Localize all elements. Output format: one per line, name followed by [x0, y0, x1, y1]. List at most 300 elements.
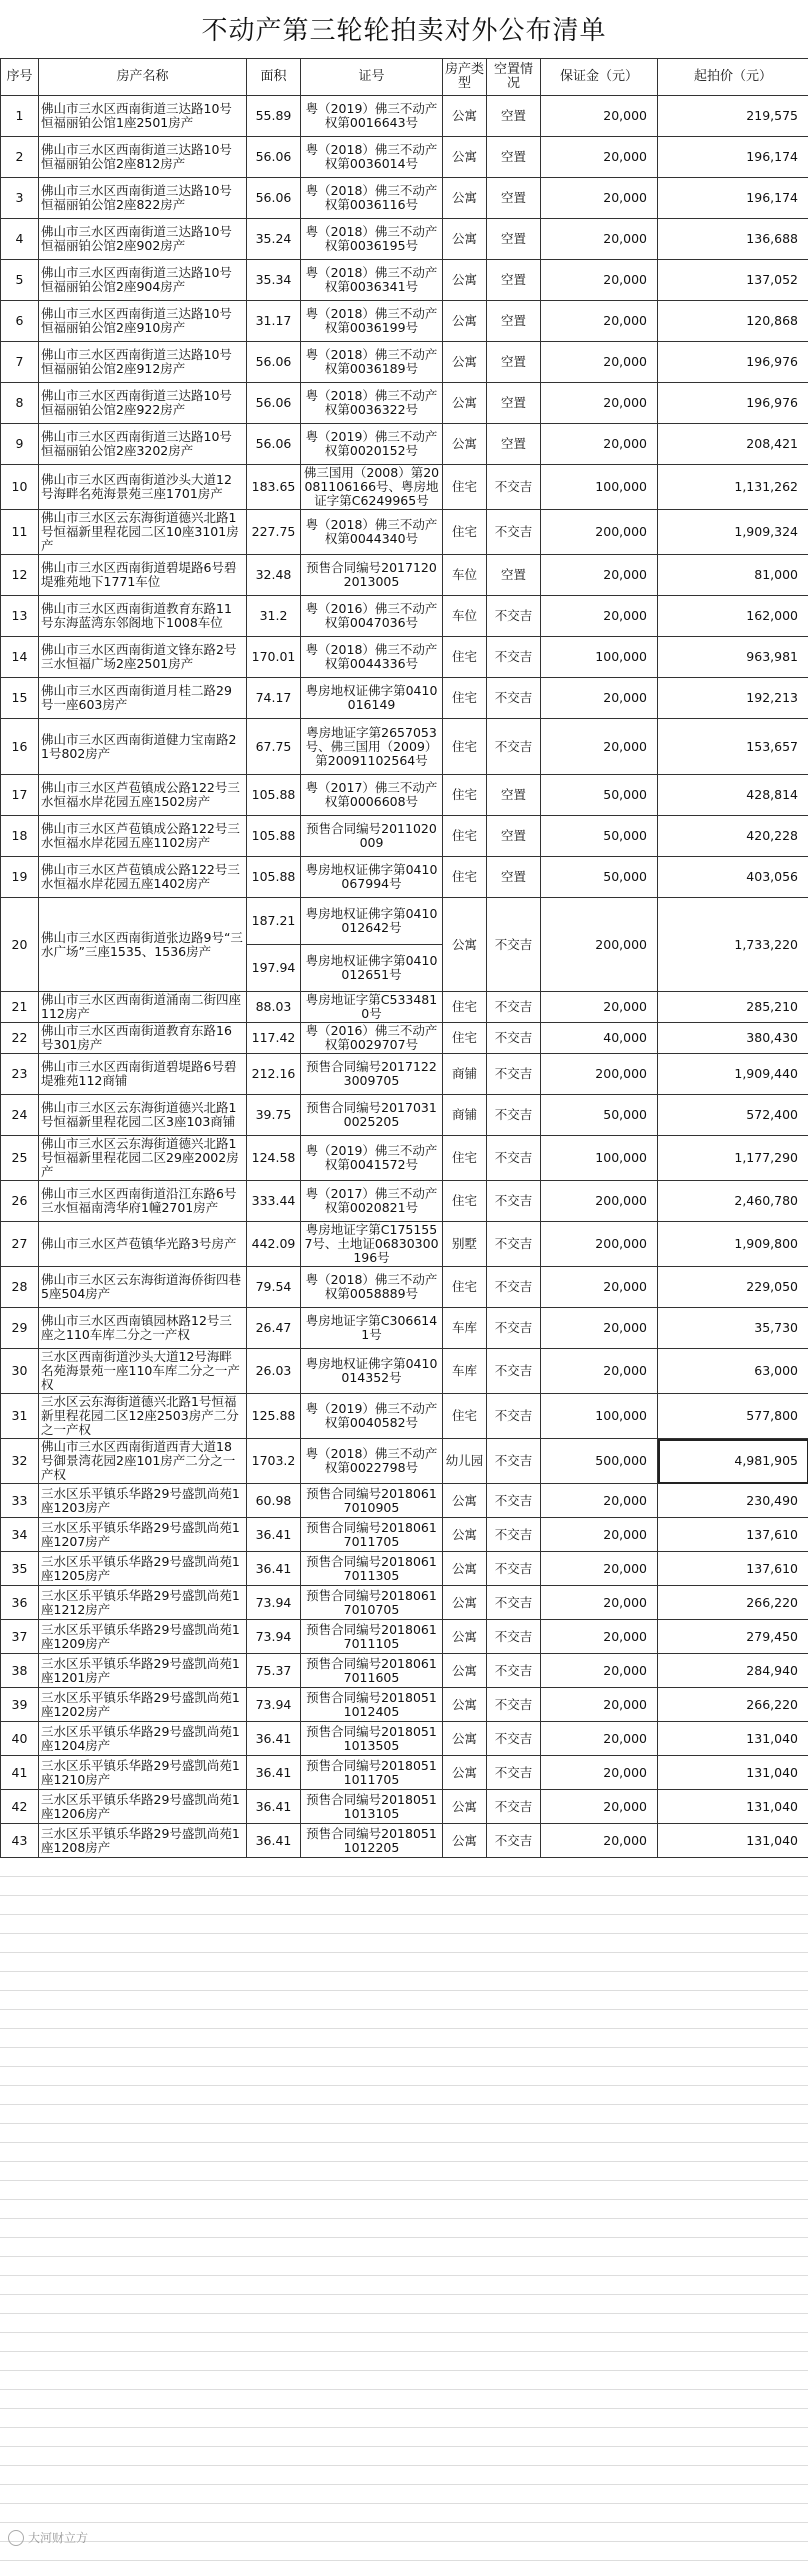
deposit-amount: 100,000	[541, 637, 658, 678]
property-type: 公寓	[443, 1518, 487, 1552]
starting-price: 153,657	[658, 719, 808, 775]
property-type: 车库	[443, 1349, 487, 1394]
area-value: 79.54	[247, 1267, 301, 1308]
empty-row	[0, 2428, 808, 2447]
empty-row	[0, 2086, 808, 2105]
property-name: 佛山市三水区西南街道碧堤路6号碧堤雅苑地下1771车位	[39, 555, 247, 596]
property-name: 佛山市三水区云东海街道德兴北路1号恒福新里程花园二区10座3101房产	[39, 510, 247, 555]
certificate-number: 预售合同编号20180617011705	[301, 1518, 443, 1552]
property-name: 佛山市三水区西南街道三达路10号恒福丽铂公馆2座902房产	[39, 219, 247, 260]
table-row	[1, 637, 808, 678]
empty-row	[0, 2162, 808, 2181]
row-number: 27	[1, 1222, 39, 1267]
starting-price: 192,213	[658, 678, 808, 719]
deposit-amount: 20,000	[541, 1722, 658, 1756]
empty-row	[0, 1915, 808, 1934]
property-type: 住宅	[443, 775, 487, 816]
property-type: 住宅	[443, 816, 487, 857]
empty-row	[0, 2048, 808, 2067]
certificate-number: 预售合同编号20180617011605	[301, 1654, 443, 1688]
starting-price: 1,177,290	[658, 1136, 808, 1181]
property-name: 佛山市三水区芦苞镇成公路122号三水恒福水岸花园五座1102房产	[39, 816, 247, 857]
row-number: 16	[1, 719, 39, 775]
certificate-number: 粤（2018）佛三不动产权第0036189号	[301, 342, 443, 383]
row-number: 24	[1, 1095, 39, 1136]
vacancy-status: 不交吉	[487, 1824, 541, 1858]
deposit-amount: 20,000	[541, 219, 658, 260]
empty-row	[0, 2238, 808, 2257]
vacancy-status: 不交吉	[487, 1349, 541, 1394]
starting-price: 131,040	[658, 1722, 808, 1756]
certificate-number: 粤（2018）佛三不动产权第0044340号	[301, 510, 443, 555]
starting-price: 162,000	[658, 596, 808, 637]
row-number: 20	[1, 898, 39, 992]
vacancy-status: 不交吉	[487, 1688, 541, 1722]
row-number: 17	[1, 775, 39, 816]
property-type: 公寓	[443, 301, 487, 342]
area-value: 73.94	[247, 1620, 301, 1654]
empty-sheet-rows	[0, 1858, 808, 2561]
row-number: 32	[1, 1439, 39, 1484]
certificate-number: 粤房地权证佛字第0410016149	[301, 678, 443, 719]
vacancy-status: 不交吉	[487, 637, 541, 678]
watermark	[8, 2529, 88, 2546]
row-number: 7	[1, 342, 39, 383]
vacancy-status: 空置	[487, 219, 541, 260]
property-name: 佛山市三水区西南街道沿江东路6号三水恒福南湾华府1幢2701房产	[39, 1181, 247, 1222]
area-value: 105.88	[247, 816, 301, 857]
table-row	[1, 1518, 808, 1552]
vacancy-status: 空置	[487, 96, 541, 137]
vacancy-status: 不交吉	[487, 1394, 541, 1439]
deposit-amount: 20,000	[541, 678, 658, 719]
table-row	[1, 1824, 808, 1858]
empty-row	[0, 2485, 808, 2504]
property-type: 公寓	[443, 424, 487, 465]
vacancy-status: 不交吉	[487, 1552, 541, 1586]
deposit-amount: 50,000	[541, 816, 658, 857]
table-row	[1, 1790, 808, 1824]
table-row	[1, 1586, 808, 1620]
empty-row	[0, 2466, 808, 2485]
property-type: 公寓	[443, 1654, 487, 1688]
area-value: 183.65	[247, 465, 301, 510]
starting-price: 2,460,780	[658, 1181, 808, 1222]
area-value: 75.37	[247, 1654, 301, 1688]
table-row	[1, 719, 808, 775]
property-name: 三水区乐平镇乐华路29号盛凯尚苑1座1201房产	[39, 1654, 247, 1688]
table-row	[1, 1484, 808, 1518]
vacancy-status: 不交吉	[487, 1756, 541, 1790]
certificate-number: 预售合同编号20180617011105	[301, 1620, 443, 1654]
deposit-amount: 20,000	[541, 719, 658, 775]
property-type: 公寓	[443, 178, 487, 219]
certificate-number: 粤（2018）佛三不动产权第0058889号	[301, 1267, 443, 1308]
certificate-number: 粤（2018）佛三不动产权第0036322号	[301, 383, 443, 424]
certificate-number: 预售合同编号20180617011305	[301, 1552, 443, 1586]
deposit-amount: 200,000	[541, 1222, 658, 1267]
starting-price: 428,814	[658, 775, 808, 816]
starting-price: 131,040	[658, 1824, 808, 1858]
deposit-amount: 20,000	[541, 260, 658, 301]
property-name: 佛山市三水区西南街道教育东路11号东海蓝湾东邻阁地下1008车位	[39, 596, 247, 637]
area-value: 125.88	[247, 1394, 301, 1439]
property-name: 三水区乐平镇乐华路29号盛凯尚苑1座1202房产	[39, 1688, 247, 1722]
area-value: 67.75	[247, 719, 301, 775]
area-value: 36.41	[247, 1722, 301, 1756]
vacancy-status: 不交吉	[487, 678, 541, 719]
property-type: 公寓	[443, 1484, 487, 1518]
property-type: 公寓	[443, 342, 487, 383]
vacancy-status: 不交吉	[487, 1095, 541, 1136]
row-number: 23	[1, 1054, 39, 1095]
header-status: 空置情况	[487, 59, 541, 96]
row-number: 37	[1, 1620, 39, 1654]
row-number: 25	[1, 1136, 39, 1181]
watermark-logo-icon	[8, 2530, 24, 2546]
table-row	[1, 1095, 808, 1136]
property-name: 佛山市三水区西南街道文锋东路2号三水恒福广场2座2501房产	[39, 637, 247, 678]
table-row	[1, 1394, 808, 1439]
deposit-amount: 20,000	[541, 555, 658, 596]
certificate-number: 预售合同编号2011020009	[301, 816, 443, 857]
deposit-amount: 20,000	[541, 301, 658, 342]
area-value: 31.17	[247, 301, 301, 342]
property-name: 佛山市三水区西南街道涌南二街四座112房产	[39, 992, 247, 1023]
table-row	[1, 1136, 808, 1181]
property-type: 车位	[443, 596, 487, 637]
property-type: 商铺	[443, 1054, 487, 1095]
certificate-number: 预售合同编号20180511013505	[301, 1722, 443, 1756]
vacancy-status: 空置	[487, 424, 541, 465]
empty-row	[0, 2105, 808, 2124]
deposit-amount: 100,000	[541, 465, 658, 510]
deposit-amount: 20,000	[541, 1518, 658, 1552]
starting-price: 230,490	[658, 1484, 808, 1518]
area-value: 197.94	[247, 945, 301, 992]
property-name: 佛山市三水区西南街道三达路10号恒福丽铂公馆2座904房产	[39, 260, 247, 301]
deposit-amount: 200,000	[541, 510, 658, 555]
property-type: 公寓	[443, 219, 487, 260]
row-number: 26	[1, 1181, 39, 1222]
starting-price: 284,940	[658, 1654, 808, 1688]
starting-price: 420,228	[658, 816, 808, 857]
deposit-amount: 500,000	[541, 1439, 658, 1484]
certificate-number: 佛三国用（2008）第20081106166号、粤房地证字第C6249965号	[301, 465, 443, 510]
vacancy-status: 不交吉	[487, 1222, 541, 1267]
property-name: 三水区乐平镇乐华路29号盛凯尚苑1座1210房产	[39, 1756, 247, 1790]
deposit-amount: 20,000	[541, 383, 658, 424]
row-number: 18	[1, 816, 39, 857]
property-type: 商铺	[443, 1095, 487, 1136]
property-type: 公寓	[443, 898, 487, 992]
table-body	[1, 96, 808, 1858]
deposit-amount: 20,000	[541, 1308, 658, 1349]
starting-price: 196,976	[658, 383, 808, 424]
starting-price: 219,575	[658, 96, 808, 137]
vacancy-status: 不交吉	[487, 1181, 541, 1222]
area-value: 73.94	[247, 1688, 301, 1722]
table-row	[1, 857, 808, 898]
property-name: 三水区乐平镇乐华路29号盛凯尚苑1座1205房产	[39, 1552, 247, 1586]
deposit-amount: 20,000	[541, 1824, 658, 1858]
deposit-amount: 20,000	[541, 1267, 658, 1308]
property-name: 佛山市三水区云东海街道德兴北路1号恒福新里程花园二区3座103商铺	[39, 1095, 247, 1136]
row-number: 12	[1, 555, 39, 596]
certificate-number: 粤房地证字第C1751557号、土地证06830300196号	[301, 1222, 443, 1267]
property-type: 住宅	[443, 510, 487, 555]
starting-price: 266,220	[658, 1688, 808, 1722]
row-number: 11	[1, 510, 39, 555]
certificate-number: 粤（2018）佛三不动产权第0022798号	[301, 1439, 443, 1484]
empty-row	[0, 2029, 808, 2048]
row-number: 43	[1, 1824, 39, 1858]
vacancy-status: 不交吉	[487, 1518, 541, 1552]
table-row	[1, 301, 808, 342]
vacancy-status: 空置	[487, 178, 541, 219]
row-number: 34	[1, 1518, 39, 1552]
deposit-amount: 20,000	[541, 1552, 658, 1586]
table-row	[1, 1620, 808, 1654]
area-value: 187.21	[247, 898, 301, 945]
deposit-amount: 20,000	[541, 1654, 658, 1688]
table-row	[1, 1349, 808, 1394]
vacancy-status: 空置	[487, 555, 541, 596]
deposit-amount: 40,000	[541, 1023, 658, 1054]
row-number: 30	[1, 1349, 39, 1394]
deposit-amount: 20,000	[541, 1586, 658, 1620]
starting-price: 572,400	[658, 1095, 808, 1136]
area-value: 124.58	[247, 1136, 301, 1181]
table-row	[1, 96, 808, 137]
page-title: 不动产第三轮轮拍卖对外公布清单	[0, 8, 808, 54]
row-number: 35	[1, 1552, 39, 1586]
area-value: 56.06	[247, 424, 301, 465]
empty-row	[0, 2542, 808, 2561]
property-name: 三水区乐平镇乐华路29号盛凯尚苑1座1209房产	[39, 1620, 247, 1654]
empty-row	[0, 1858, 808, 1877]
empty-row	[0, 2124, 808, 2143]
area-value: 73.94	[247, 1586, 301, 1620]
area-value: 1703.2	[247, 1439, 301, 1484]
vacancy-status: 不交吉	[487, 1267, 541, 1308]
property-type: 公寓	[443, 137, 487, 178]
table-row	[1, 1552, 808, 1586]
empty-row	[0, 1896, 808, 1915]
empty-row	[0, 2523, 808, 2542]
area-value: 88.03	[247, 992, 301, 1023]
vacancy-status: 不交吉	[487, 1586, 541, 1620]
property-name: 佛山市三水区云东海街道海侨街四巷5座504房产	[39, 1267, 247, 1308]
certificate-number: 粤房地权证佛字第0410067994号	[301, 857, 443, 898]
deposit-amount: 20,000	[541, 596, 658, 637]
certificate-number: 预售合同编号20180617010705	[301, 1586, 443, 1620]
starting-price: 208,421	[658, 424, 808, 465]
deposit-amount: 20,000	[541, 1484, 658, 1518]
certificate-number: 粤（2019）佛三不动产权第0040582号	[301, 1394, 443, 1439]
row-number: 2	[1, 137, 39, 178]
property-name: 佛山市三水区芦苞镇成公路122号三水恒福水岸花园五座1402房产	[39, 857, 247, 898]
empty-row	[0, 2352, 808, 2371]
property-type: 住宅	[443, 719, 487, 775]
starting-price: 81,000	[658, 555, 808, 596]
property-type: 住宅	[443, 465, 487, 510]
area-value: 35.24	[247, 219, 301, 260]
area-value: 36.41	[247, 1552, 301, 1586]
deposit-amount: 20,000	[541, 1349, 658, 1394]
vacancy-status: 不交吉	[487, 1484, 541, 1518]
table-row	[1, 383, 808, 424]
table-row	[1, 775, 808, 816]
deposit-amount: 20,000	[541, 96, 658, 137]
vacancy-status: 不交吉	[487, 596, 541, 637]
deposit-amount: 100,000	[541, 1136, 658, 1181]
empty-row	[0, 2010, 808, 2029]
area-value: 26.03	[247, 1349, 301, 1394]
row-number: 8	[1, 383, 39, 424]
vacancy-status: 空置	[487, 342, 541, 383]
table-row	[1, 260, 808, 301]
vacancy-status: 空置	[487, 857, 541, 898]
vacancy-status: 不交吉	[487, 1023, 541, 1054]
starting-price: 196,174	[658, 178, 808, 219]
property-type: 公寓	[443, 1688, 487, 1722]
area-value: 36.41	[247, 1756, 301, 1790]
certificate-number: 粤（2018）佛三不动产权第0036116号	[301, 178, 443, 219]
empty-row	[0, 2200, 808, 2219]
certificate-number: 粤（2018）佛三不动产权第0036199号	[301, 301, 443, 342]
certificate-number: 预售合同编号20180511011705	[301, 1756, 443, 1790]
empty-row	[0, 2504, 808, 2523]
area-value: 35.34	[247, 260, 301, 301]
row-number: 19	[1, 857, 39, 898]
area-value: 56.06	[247, 137, 301, 178]
area-value: 32.48	[247, 555, 301, 596]
property-type: 公寓	[443, 1620, 487, 1654]
property-name: 三水区乐平镇乐华路29号盛凯尚苑1座1207房产	[39, 1518, 247, 1552]
deposit-amount: 20,000	[541, 1688, 658, 1722]
row-number: 29	[1, 1308, 39, 1349]
property-type: 住宅	[443, 1181, 487, 1222]
table-row	[1, 555, 808, 596]
property-name: 佛山市三水区西南街道张边路9号“三水广场”三座1535、1536房产	[39, 898, 247, 992]
property-name: 佛山市三水区西南镇园林路12号三座之110车库二分之一产权	[39, 1308, 247, 1349]
property-name: 佛山市三水区芦苞镇成公路122号三水恒福水岸花园五座1502房产	[39, 775, 247, 816]
property-name: 佛山市三水区西南街道三达路10号恒福丽铂公馆2座922房产	[39, 383, 247, 424]
table-row	[1, 219, 808, 260]
starting-price: 131,040	[658, 1756, 808, 1790]
empty-row	[0, 1934, 808, 1953]
row-number: 22	[1, 1023, 39, 1054]
empty-row	[0, 2219, 808, 2238]
deposit-amount: 20,000	[541, 992, 658, 1023]
property-type: 住宅	[443, 1136, 487, 1181]
property-name: 佛山市三水区西南街道健力宝南路21号802房产	[39, 719, 247, 775]
header-no: 序号	[1, 59, 39, 96]
row-number: 28	[1, 1267, 39, 1308]
property-type: 住宅	[443, 992, 487, 1023]
area-value: 55.89	[247, 96, 301, 137]
property-name: 佛山市三水区西南街道三达路10号恒福丽铂公馆1座2501房产	[39, 96, 247, 137]
table-row	[1, 1756, 808, 1790]
row-number: 6	[1, 301, 39, 342]
empty-row	[0, 2447, 808, 2466]
deposit-amount: 200,000	[541, 898, 658, 992]
property-name: 佛山市三水区西南街道沙头大道12号海畔名苑海景苑三座1701房产	[39, 465, 247, 510]
property-name: 佛山市三水区云东海街道德兴北路1号恒福新里程花园二区29座2002房产	[39, 1136, 247, 1181]
property-name: 三水区乐平镇乐华路29号盛凯尚苑1座1206房产	[39, 1790, 247, 1824]
starting-price: 4,981,905	[658, 1439, 808, 1484]
starting-price: 137,610	[658, 1518, 808, 1552]
property-type: 公寓	[443, 1722, 487, 1756]
property-type: 公寓	[443, 1790, 487, 1824]
starting-price: 266,220	[658, 1586, 808, 1620]
area-value: 442.09	[247, 1222, 301, 1267]
area-value: 31.2	[247, 596, 301, 637]
empty-row	[0, 2257, 808, 2276]
area-value: 36.41	[247, 1790, 301, 1824]
row-number: 13	[1, 596, 39, 637]
starting-price: 196,976	[658, 342, 808, 383]
property-type: 住宅	[443, 637, 487, 678]
row-number: 3	[1, 178, 39, 219]
empty-row	[0, 2371, 808, 2390]
property-name: 三水区西南街道沙头大道12号海畔名苑海景苑一座110车库二分之一产权	[39, 1349, 247, 1394]
property-name: 三水区乐平镇乐华路29号盛凯尚苑1座1212房产	[39, 1586, 247, 1620]
vacancy-status: 不交吉	[487, 1722, 541, 1756]
row-number: 10	[1, 465, 39, 510]
property-type: 住宅	[443, 857, 487, 898]
certificate-number: 粤（2018）佛三不动产权第0036014号	[301, 137, 443, 178]
empty-row	[0, 2067, 808, 2086]
starting-price: 137,610	[658, 1552, 808, 1586]
starting-price: 285,210	[658, 992, 808, 1023]
table-row	[1, 596, 808, 637]
area-value: 170.01	[247, 637, 301, 678]
property-type: 车位	[443, 555, 487, 596]
row-number: 21	[1, 992, 39, 1023]
starting-price: 577,800	[658, 1394, 808, 1439]
deposit-amount: 20,000	[541, 424, 658, 465]
row-number: 38	[1, 1654, 39, 1688]
certificate-number: 预售合同编号20171223009705	[301, 1054, 443, 1095]
table-row	[1, 1181, 808, 1222]
property-type: 别墅	[443, 1222, 487, 1267]
table-row	[1, 178, 808, 219]
table-row	[1, 510, 808, 555]
vacancy-status: 空置	[487, 260, 541, 301]
row-number: 5	[1, 260, 39, 301]
table-row	[1, 424, 808, 465]
deposit-amount: 20,000	[541, 137, 658, 178]
property-name: 佛山市三水区西南街道三达路10号恒福丽铂公馆2座822房产	[39, 178, 247, 219]
starting-price: 1,909,440	[658, 1054, 808, 1095]
property-type: 住宅	[443, 678, 487, 719]
certificate-number: 粤房地证字第C5334810号	[301, 992, 443, 1023]
table-row	[1, 1722, 808, 1756]
certificate-number: 粤（2019）佛三不动产权第0016643号	[301, 96, 443, 137]
deposit-amount: 200,000	[541, 1181, 658, 1222]
table-row	[1, 1308, 808, 1349]
empty-row	[0, 2333, 808, 2352]
vacancy-status: 不交吉	[487, 1308, 541, 1349]
property-type: 公寓	[443, 1586, 487, 1620]
header-type: 房产类型	[443, 59, 487, 96]
vacancy-status: 不交吉	[487, 719, 541, 775]
header-price: 起拍价（元）	[658, 59, 808, 96]
starting-price: 120,868	[658, 301, 808, 342]
area-value: 117.42	[247, 1023, 301, 1054]
